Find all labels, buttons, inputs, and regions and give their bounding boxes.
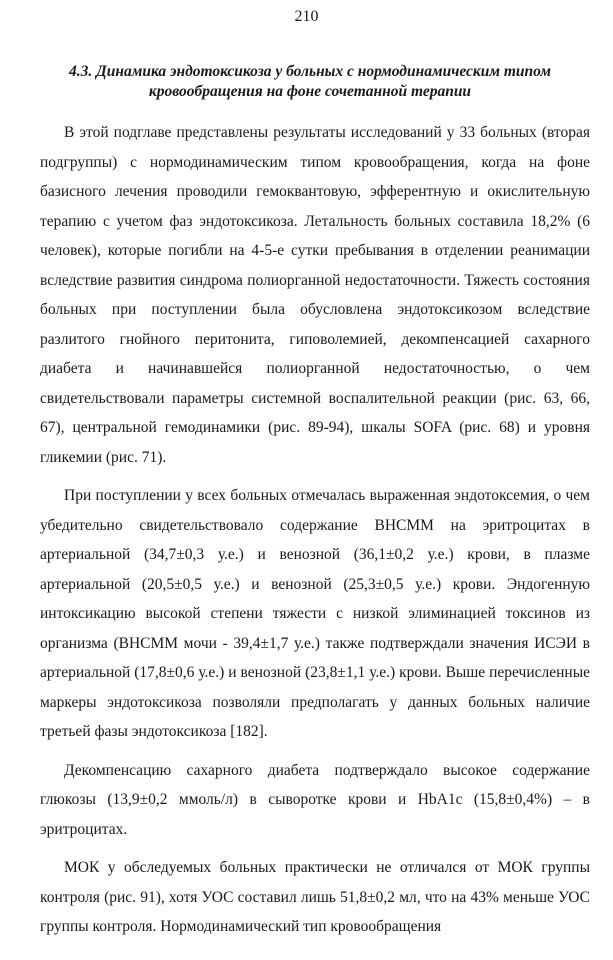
paragraph-3: Декомпенсацию сахарного диабета подтверждало высокое содержание глюкозы (13,9±0,2 ммоль/л) в сыворотке крови и HbA1c (15,8±0,4%) – в эритроцитах.: [40, 761, 590, 838]
paragraph-4: МОК у обследуемых больных практически не отличался от МОК группы контроля (рис. 91), хотя УОС составил лишь 51,8±0,2 мл, что на 43% меньше УОС группы контроля. Нормодинамический тип кровообращения: [40, 859, 590, 935]
paragraph-2: При поступлении у всех больных отмечалась выраженная эндотоксемия, о чем убедительно свидетельствовало содержание ВНСММ на эритроцитах в артериальной (34,7±0,3 у.е.) и венозной (36,1±0,2 у.е.) крови, в плазме артериальной (20,5±0,5 у.е.) и венозной (25,3±0,5 у.е.) крови. Эндогенную интоксикацию высокой степени тяжести с низкой элиминацией токсинов из организма (ВНСММ мочи - 39,4±1,7 у.е.) также подтверждали значения ИСЭИ в артериальной (17,8±0,6 у.е.) и венозной (23,8±1,1 у.е.) крови. Выше перечисленные маркеры эндотоксикоза позволяли предполагать у данных больных наличие третьей фазы эндотоксикоза [182].: [40, 487, 590, 740]
page-number: 210: [294, 8, 319, 25]
body-text: [40, 118, 590, 951]
section-heading: [40, 62, 580, 102]
section-heading-line-1: 4.3. Динамика эндотоксикоза у больных с нормодинамическим типом: [69, 63, 551, 80]
section-heading-line-2: кровообращения на фоне сочетанной терапии: [148, 83, 472, 100]
paragraph-1: В этой подглаве представлены результаты исследований у 33 больных (вторая подгруппы) с нормодинамическим типом кровообращения, когда на фоне базисного лечения проводили гемоквантовую, эфферентную и окислительную терапию с учетом фаз эндотоксикоза. Летальность больных составила 18,2% (6 человек), которые погибли на 4-5-е сутки пребывания в отделении реанимации вследствие развития синдрома полиорганной недостаточности. Тяжесть состояния больных при поступлении была обусловлена эндотоксикозом вследствие разлитого гнойного перитонита, гиповолемией, декомпенсацией сахарного диабета и начинавшейся полиорганной недостаточностью, о чем свидетельствовали параметры системной воспалительной реакции (рис. 63, 66, 67), центральной гемодинамики (рис. 89-94), шкалы SOFA (рис. 68) и уровня гликемии (рис. 71).: [40, 124, 590, 466]
